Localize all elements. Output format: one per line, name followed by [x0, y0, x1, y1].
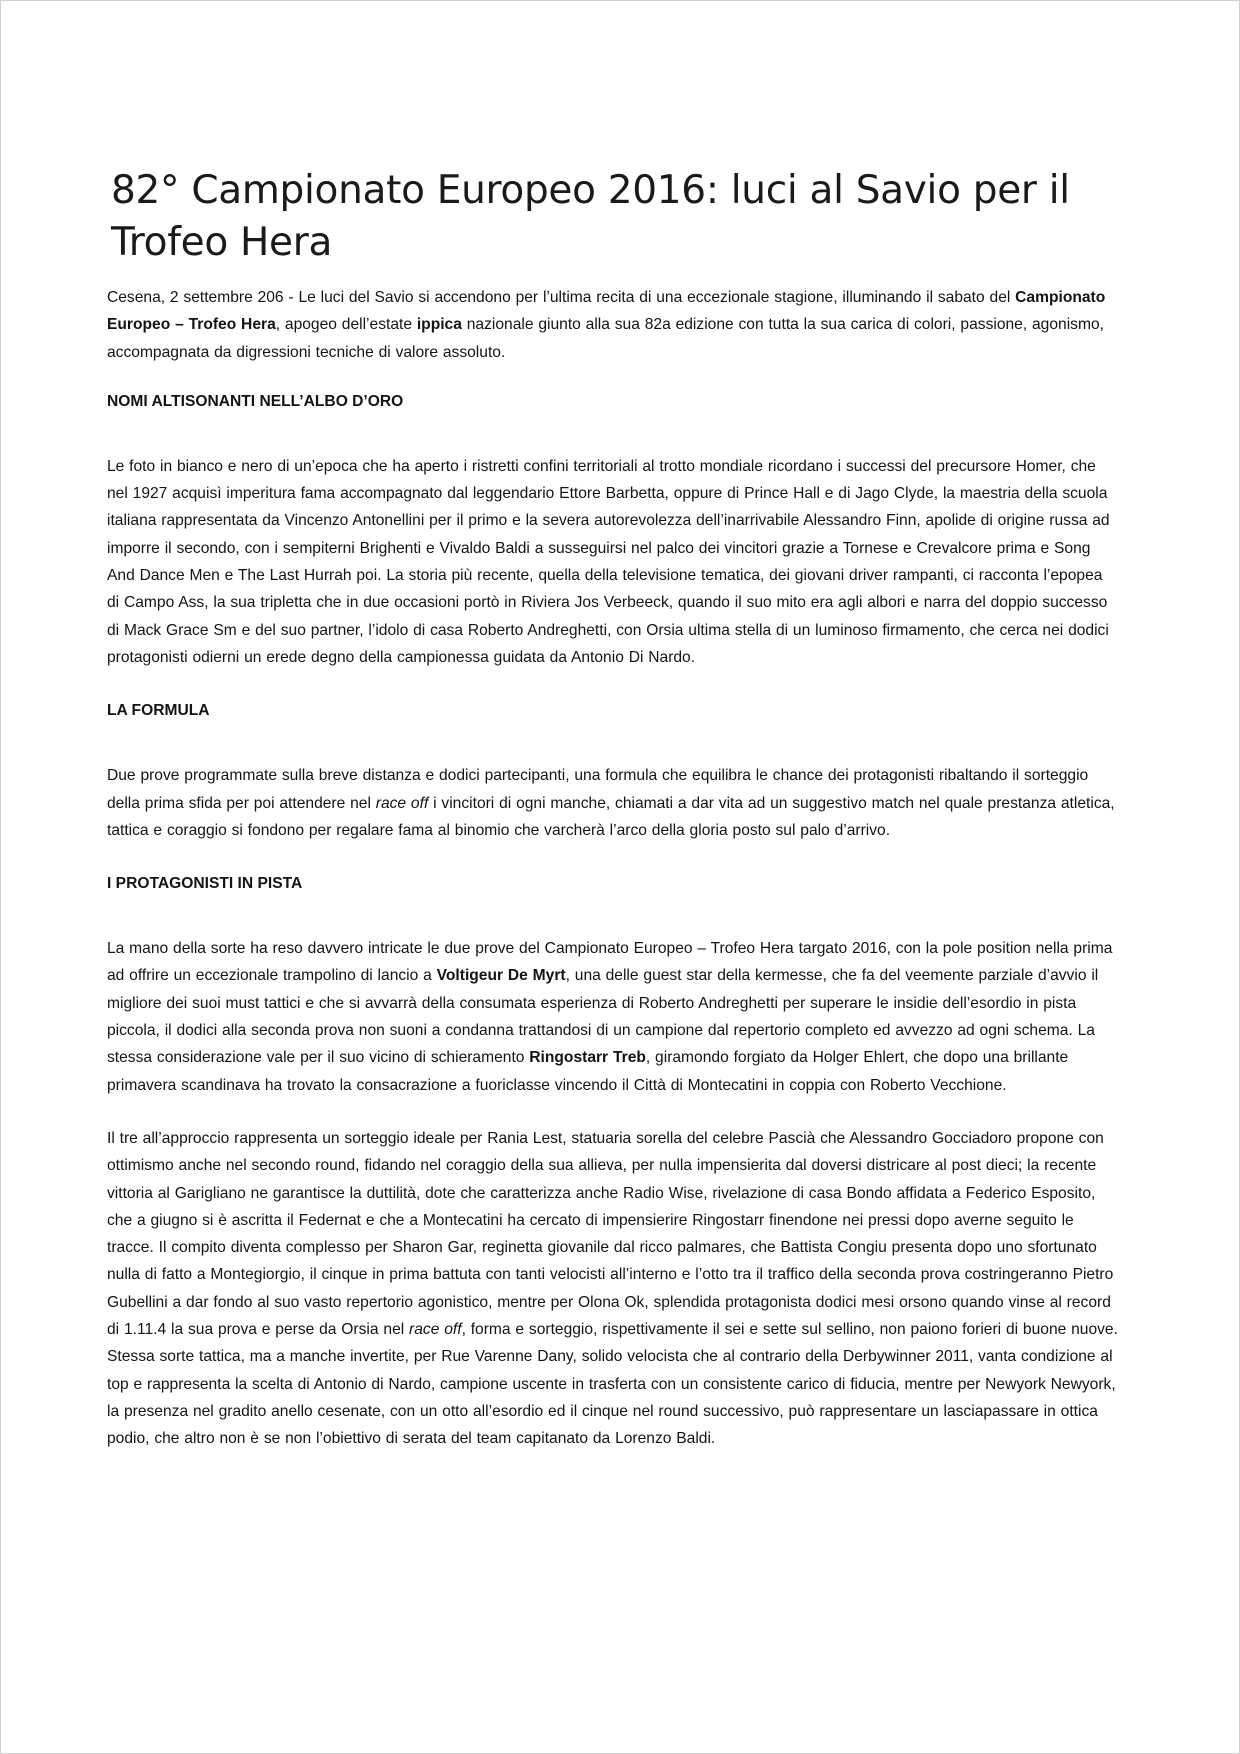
lead-text-3: nazionale giunto alla sua 82a edizione con tutta la sua carica di colori, passione, agonismo, accompagnata da digressioni tecniche di valore assoluto. — [107, 316, 1104, 361]
spacer — [107, 1099, 1119, 1125]
protagonisti-bold-1: Voltigeur De Myrt — [436, 967, 566, 985]
section-body-protagonisti-1 — [107, 935, 1119, 1099]
section-body-protagonisti-2 — [107, 1125, 1119, 1453]
lead-bold-2: ippica — [416, 316, 462, 334]
article — [107, 165, 1119, 1453]
lead-paragraph — [107, 284, 1119, 366]
lead-text-1: Cesena, 2 settembre 206 - Le luci del Savio si accendono per l’ultima recita di una eccezionale stagione, illuminando il sabato del — [107, 289, 1016, 306]
formula-italic-1: race off — [375, 794, 429, 812]
section-heading-protagonisti: I PROTAGONISTI IN PISTA — [107, 875, 303, 893]
section-heading-formula: LA FORMULA — [107, 702, 210, 720]
section-body-albo: Le foto in bianco e nero di un’epoca che ha aperto i ristretti confini territoriali al trotto mondiale ricordano i successi del precursore Homer, che nel 1927 acquisì imperitura fama accompagnato dal leggendario Ettore Barbetta, oppure di Prince Hall e di Jago Clyde, la maestria della scuola italiana rappresentata da Vincenzo Antonellini per il primo e la severa autorevolezza dell’inarrivabile Alessandro Finn, apolide di origine russa ad imporre il secondo, con i sempiterni Brighenti e Vivaldo Baldi a susseguirsi nel palco dei vincitori grazie a Tornese e Crevalcore prima e Song And Dance Men e The Last Hurrah poi. La storia più recente, quella della televisione tematica, dei giovani driver rampanti, ci racconta l’epopea di Campo Ass, la sua tripletta che in due occasioni portò in Riviera Jos Verbeeck, quando il suo mito era agli albori e narra del doppio successo di Mack Grace Sm e del suo partner, l’idolo di casa Roberto Andreghetti, con Orsia ultima stella di un luminoso firmamento, che cerca nei dodici protagonisti odierni un erede degno della campionessa guidata da Antonio Di Nardo. — [107, 457, 1110, 666]
spacer — [107, 415, 1119, 453]
spacer — [107, 671, 1119, 697]
protagonisti2-text-2: , forma e sorteggio, rispettivamente il sei e sette sul sellino, non paiono forieri di buone nuove. Stessa sorte tattica, ma a manche invertite, per Rue Varenne Dany, solido velocista che al contrario della Derbywinner 2011, vanta condizione al top e rappresenta la scelta di Antonio di Nardo, campione uscente in trasferta con un consistente carico di fiducia, mentre per Newyork Newyork, la presenza nel gradito anello cesenate, con un otto all’esordio ed il cinque nel round successivo, può rappresentare un lasciapassare in ottica podio, che altro non è se non l’obiettivo di serata del team capitanato da Lorenzo Baldi. — [107, 1321, 1118, 1448]
protagonisti-text-2: , una delle guest star della kermesse, che fa del veemente parziale d’avvio il migliore dei suoi must tattici e che si avvarrà della consumata esperienza di Roberto Andreghetti per superare le insidie dell’esordio in pista piccola, il dodici alla seconda prova non suoni a condanna trattandosi di un campione dal repertorio completo ed avvezzo ad ogni schema. La stessa considerazione vale per il suo vicino di schieramento — [107, 967, 1099, 1067]
formula-text-1: Due prove programmate sulla breve distanza e dodici partecipanti, una formula che equilibra le chance dei protagonisti ribaltando il sorteggio della prima sfida per poi attendere nel — [107, 767, 1089, 812]
article-title: 82° Campionato Europeo 2016: luci al Savio per il Trofeo Hera — [111, 168, 1070, 265]
protagonisti-text-1: La mano della sorte ha reso davvero intricate le due prove del Campionato Europeo – Trofeo Hera targato 2016, con la pole position nella prima ad offrire un eccezionale trampolino di lancio a — [107, 940, 1113, 985]
formula-text-2: i vincitori di ogni manche, chiamati a dar vita ad un suggestivo match nel quale prestanza atletica, tattica e coraggio si fondono per regalare fama al binomio che varcherà l’arco della gloria posto sul palo d’arrivo. — [107, 794, 1115, 839]
protagonisti-text-3: , giramondo forgiato da Holger Ehlert, che dopo una brillante primavera scandinava ha trovato la consacrazione a fuoriclasse vincendo il Città di Montecatini in coppia con Roberto Vecchione. — [107, 1049, 1069, 1094]
spacer — [107, 897, 1119, 935]
section-heading-albo: NOMI ALTISONANTI NELL’ALBO D’ORO — [107, 392, 404, 410]
spacer — [107, 844, 1119, 870]
protagonisti-bold-2: Ringostarr Treb — [529, 1049, 646, 1067]
section-body-formula — [107, 762, 1119, 844]
protagonisti2-text-1: Il tre all’approccio rappresenta un sorteggio ideale per Rania Lest, statuaria sorella del celebre Pascià che Alessandro Gocciadoro propone con ottimismo anche nel secondo round, fidando nel coraggio della sua allieva, per nulla impensierita dal doversi districare al post dieci; la recente vittoria al Garigliano ne garantisce la duttilità, dote che caratterizza anche Radio Wise, rivelazione di casa Bondo affidata a Federico Esposito, che a giugno si è ascritta il Federnat e che a Montecatini ha cercato di impensierire Ringostarr finendone nei pressi dopo averne seguito le tracce. Il compito diventa complesso per Sharon Gar, reginetta giovanile dal ricco palmares, che Battista Congiu presenta dopo uno sfortunato nulla di fatto a Montegiorgio, il cinque in prima battuta con tanti velocisti all’interno e l’otto tra il traffico della seconda prova costringeranno Pietro Gubellini a dar fondo al suo vasto repertorio agonistico, mentre per Olona Ok, splendida protagonista dodici mesi orsono quando vinse al record di 1.11.4 la sua prova e perse da Orsia nel — [107, 1129, 1114, 1339]
lead-text-2: , apogeo dell’estate — [275, 316, 417, 334]
spacer — [107, 724, 1119, 762]
spacer — [107, 366, 1119, 388]
lead-bold-1: Campionato Europeo – Trofeo Hera — [107, 289, 1106, 334]
protagonisti2-italic-1: race off — [409, 1321, 462, 1339]
